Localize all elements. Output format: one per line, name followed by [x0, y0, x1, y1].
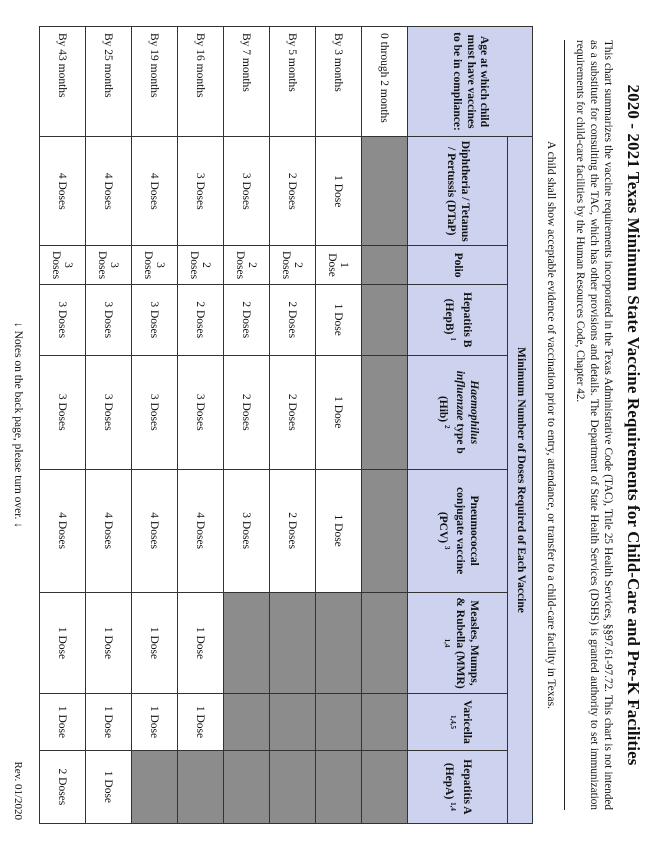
- dose-cell: 3 Doses: [86, 246, 132, 284]
- header-pcv-note: 3: [442, 546, 451, 550]
- dose-cell: 1 Dose: [178, 694, 224, 751]
- dose-cell: 1 Dose: [40, 592, 86, 693]
- dose-cell: 4 Doses: [132, 137, 178, 246]
- dose-cell: [270, 592, 316, 693]
- header-pcv-label: Pneumococcal conjugate vaccine (PCV): [436, 487, 480, 575]
- dose-cell: 3 Doses: [132, 246, 178, 284]
- dose-cell: 4 Doses: [86, 137, 132, 246]
- age-cell: By 5 months: [270, 27, 316, 137]
- dose-cell: 2 Doses: [224, 246, 270, 284]
- header-mmr-note: 1,4: [442, 638, 451, 648]
- age-column-header: Age at which child must have vaccines to be in compliance:: [408, 27, 533, 137]
- header-dtap-label: Diphtheria / Tetanus / Pertussis (DTaP): [445, 140, 471, 242]
- dose-cell: 3 Doses: [40, 284, 86, 355]
- header-hib: [408, 355, 508, 469]
- dose-cell: [270, 750, 316, 823]
- dose-cell: 3 Doses: [224, 137, 270, 246]
- dose-cell: 2 Doses: [178, 284, 224, 355]
- dose-cell: 1 Dose: [316, 469, 362, 592]
- dose-cell: [178, 750, 224, 823]
- evidence-statement: A child shall show acceptable evidence of vaccination prior to entry, attendance, or transfer to a child-care facility in Texas.: [545, 141, 557, 709]
- dose-cell: [362, 137, 408, 246]
- dose-cell: 2 Doses: [270, 137, 316, 246]
- dose-cell: 3 Doses: [132, 284, 178, 355]
- table-row: [40, 27, 86, 824]
- dose-cell: 1 Dose: [86, 592, 132, 693]
- dose-cell: 1 Dose: [132, 694, 178, 751]
- vaccine-header-row: [408, 27, 508, 824]
- dose-cell: [362, 592, 408, 693]
- dose-cell: 3 Doses: [86, 355, 132, 469]
- header-varicella-label: Varicella: [460, 700, 473, 744]
- dose-cell: 3 Doses: [224, 469, 270, 592]
- dose-cell: 4 Doses: [86, 469, 132, 592]
- dose-cell: [362, 355, 408, 469]
- header-hib-italic: Haemophilus influenzae: [454, 370, 480, 445]
- dose-cell: 1 Dose: [86, 694, 132, 751]
- dose-cell: 1 Dose: [178, 592, 224, 693]
- dose-cell: 1 Dose: [316, 355, 362, 469]
- table-row: [178, 27, 224, 824]
- dose-cell: [362, 284, 408, 355]
- table-row: [316, 27, 362, 824]
- table-row: [86, 27, 132, 824]
- header-dtap: [408, 137, 508, 246]
- revision-label: Rev. 01/2020: [12, 761, 24, 820]
- table-row: [362, 27, 408, 824]
- age-cell: By 43 months: [40, 27, 86, 137]
- dose-cell: 4 Doses: [40, 469, 86, 592]
- dose-cell: 4 Doses: [178, 469, 224, 592]
- header-hepb-label: Hepatitis B (HepB): [443, 292, 473, 348]
- dose-cell: [224, 694, 270, 751]
- age-cell: By 25 months: [86, 27, 132, 137]
- dose-cell: [362, 469, 408, 592]
- turn-over-note: ↓ Notes on the back page, please turn over. ↓: [12, 322, 24, 528]
- dose-cell: [224, 750, 270, 823]
- header-hib-note: 2: [442, 425, 451, 429]
- dose-cell: 3 Doses: [40, 246, 86, 284]
- dose-cell: 3 Doses: [178, 137, 224, 246]
- dose-cell: 2 Doses: [270, 246, 316, 284]
- dose-cell: 1 Dose: [316, 246, 362, 284]
- dose-cell: 3 Doses: [40, 355, 86, 469]
- dose-cell: [362, 694, 408, 751]
- age-cell: By 7 months: [224, 27, 270, 137]
- dose-cell: 2 Doses: [224, 284, 270, 355]
- header-hepb-note: 1: [449, 337, 458, 341]
- table-row: [224, 27, 270, 824]
- header-hepa-label: Hepatitis A (HepA): [443, 759, 473, 815]
- dose-cell: 1 Dose: [40, 694, 86, 751]
- doses-group-header: Minimum Number of Doses Required of Each Vaccine: [508, 137, 533, 824]
- header-hib-label: type b (Hib): [436, 395, 467, 454]
- age-cell: By 3 months: [316, 27, 362, 137]
- dose-cell: [270, 694, 316, 751]
- header-mmr-label: Measles, Mumps, & Rubella (MMR): [454, 597, 480, 689]
- age-cell: By 19 months: [132, 27, 178, 137]
- dose-cell: [316, 750, 362, 823]
- dose-cell: 4 Doses: [40, 137, 86, 246]
- header-polio-label: Polio: [452, 252, 465, 278]
- dose-cell: [362, 750, 408, 823]
- age-cell: By 16 months: [178, 27, 224, 137]
- dose-cell: 3 Doses: [132, 355, 178, 469]
- dose-cell: 2 Doses: [40, 750, 86, 823]
- age-cell: 0 through 2 months: [362, 27, 408, 137]
- header-varicella-note: 1,4,5: [449, 715, 458, 729]
- dose-cell: 3 Doses: [86, 284, 132, 355]
- header-hepa: [408, 750, 508, 823]
- dose-cell: 2 Doses: [270, 469, 316, 592]
- page-title: 2020 - 2021 Texas Minimum State Vaccine Requirements for Child-Care and Pre-K Facilities: [624, 84, 643, 766]
- header-polio: [408, 246, 508, 284]
- table-row: [132, 27, 178, 824]
- header-mmr: [408, 592, 508, 693]
- vaccine-requirements-table: [39, 26, 533, 824]
- dose-cell: 3 Doses: [178, 355, 224, 469]
- header-varicella: [408, 694, 508, 751]
- table-header-row: [508, 27, 533, 824]
- dose-cell: 1 Dose: [316, 284, 362, 355]
- dose-cell: 1 Dose: [132, 592, 178, 693]
- header-hepa-note: 1,4: [449, 802, 458, 811]
- dose-cell: [316, 694, 362, 751]
- dose-cell: 1 Dose: [316, 137, 362, 246]
- intro-paragraph: This chart summarizes the vaccine requirements incorporated in the Texas Administrative Code (TAC), Title 25 Health Services, §§97.61-97.72. This chart is not intended as a substitute for consulting the TAC, which has other provisions and details. The Department of State Health Services (DSHS) is granted authority to set immunization requirements for child-care facilities by the Human Resources Code, Chapter 42.: [574, 40, 614, 810]
- header-hepb: [408, 284, 508, 355]
- table-body: [40, 27, 408, 824]
- dose-cell: 1 Dose: [86, 750, 132, 823]
- dose-cell: 2 Doses: [178, 246, 224, 284]
- divider: [564, 40, 565, 810]
- dose-cell: [224, 592, 270, 693]
- dose-cell: [132, 750, 178, 823]
- dose-cell: [316, 592, 362, 693]
- dose-cell: 4 Doses: [132, 469, 178, 592]
- dose-cell: [362, 246, 408, 284]
- dose-cell: 2 Doses: [224, 355, 270, 469]
- table-row: [270, 27, 316, 824]
- header-pcv: [408, 469, 508, 592]
- dose-cell: 2 Doses: [270, 355, 316, 469]
- dose-cell: 2 Doses: [270, 284, 316, 355]
